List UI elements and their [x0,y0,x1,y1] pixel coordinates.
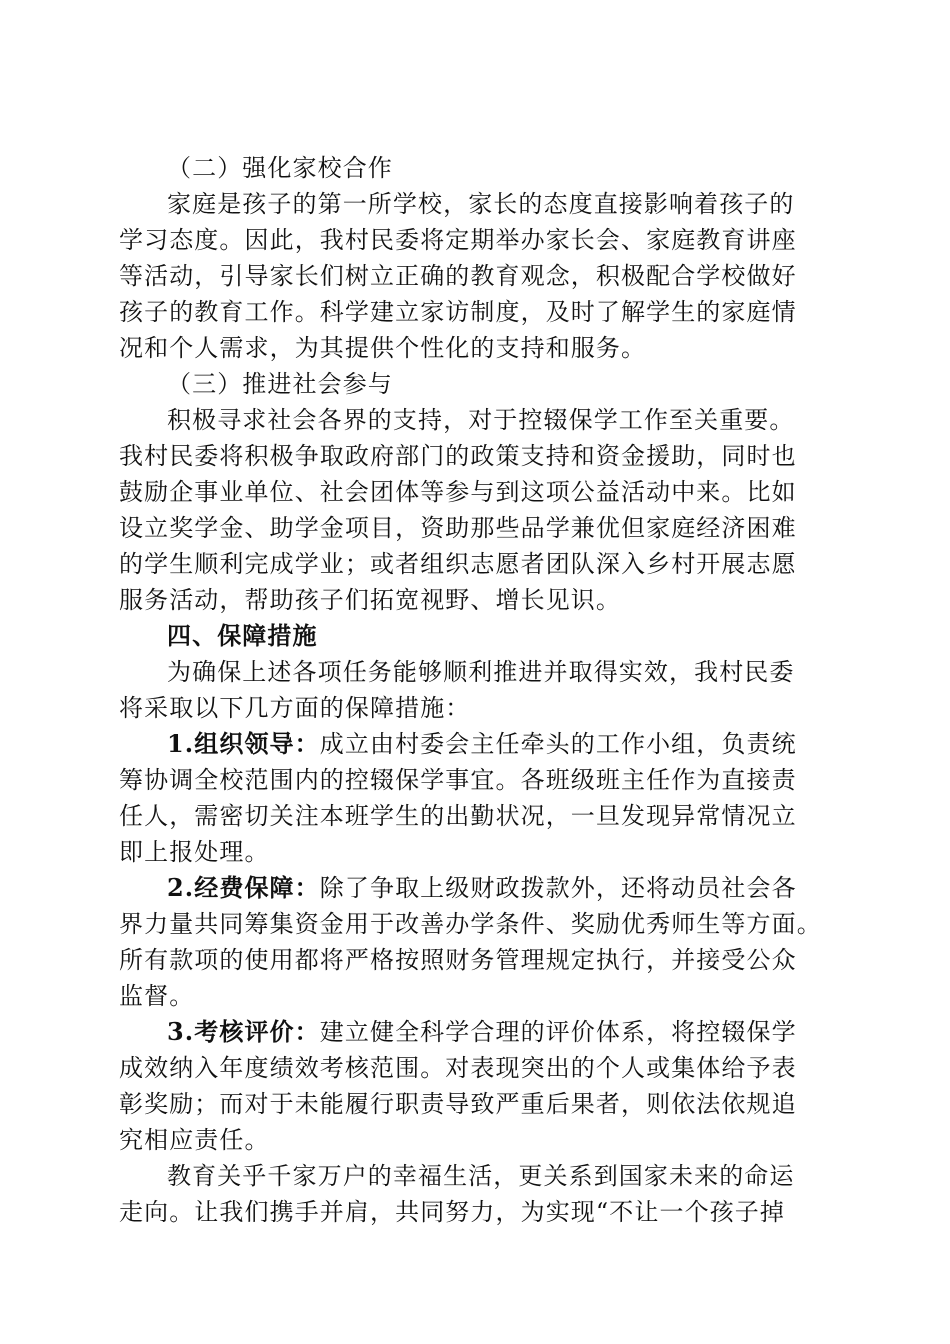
paragraph-line: 筹协调全校范围内的控辍保学事宜。各班级班主任作为直接责 [119,766,797,794]
section-heading-4: 四、保障措施 [167,621,318,650]
paragraph-line: 所有款项的使用都将严格按照财务管理规定执行，并接受公众 [119,946,797,974]
paragraph-line: 成效纳入年度绩效考核范围。对表现突出的个人或集体给予表 [119,1054,797,1082]
measure-label: 1.组织领导： [167,729,320,758]
measure-text: 成立由村委会主任牵头的工作小组，负责统 [319,730,797,758]
paragraph-line: 家庭是孩子的第一所学校，家长的态度直接影响着孩子的 [167,190,795,218]
paragraph-line: 任人，需密切关注本班学生的出勤状况，一旦发现异常情况立 [119,802,797,830]
paragraph-line: 况和个人需求，为其提供个性化的支持和服务。 [119,334,647,362]
measure-label: 2.经费保障： [167,873,320,902]
measure-label: 3.考核评价： [167,1017,320,1046]
paragraph-line: 学习态度。因此，我村民委将定期举办家长会、家庭教育讲座 [119,226,797,254]
paragraph-line: 界力量共同筹集资金用于改善办学条件、奖励优秀师生等方面。 [119,910,822,938]
paragraph-line: 将采取以下几方面的保障措施： [119,694,471,722]
paragraph-line: 孩子的教育工作。科学建立家访制度，及时了解学生的家庭情 [119,298,797,326]
measure-item-1 [119,726,829,762]
paragraph-line: 等活动，引导家长们树立正确的教育观念，积极配合学校做好 [119,262,797,290]
section-heading-2: （二）强化家校合作 [167,154,393,182]
closing-line: 教育关乎千家万户的幸福生活，更关系到国家未来的命运 [167,1162,795,1190]
paragraph-line: 监督。 [119,982,195,1010]
measure-text: 建立健全科学合理的评价体系，将控辍保学 [319,1018,797,1046]
measure-item-3 [119,1014,829,1050]
paragraph-line: 设立奖学金、助学金项目，资助那些品学兼优但家庭经济困难 [119,514,797,542]
measure-text: 除了争取上级财政拨款外，还将动员社会各 [319,874,797,902]
paragraph-line: 究相应责任。 [119,1126,270,1154]
paragraph-line: 服务活动，帮助孩子们拓宽视野、增长见识。 [119,586,621,614]
paragraph-line: 即上报处理。 [119,838,270,866]
paragraph-line: 我村民委将积极争取政府部门的政策支持和资金援助，同时也 [119,442,797,470]
paragraph-line: 鼓励企事业单位、社会团体等参与到这项公益活动中来。比如 [119,478,797,506]
closing-line: 走向。让我们携手并肩，共同努力，为实现“不让一个孩子掉 [119,1198,785,1226]
paragraph-line: 为确保上述各项任务能够顺利推进并取得实效，我村民委 [167,658,795,686]
paragraph-line: 的学生顺利完成学业；或者组织志愿者团队深入乡村开展志愿 [119,550,797,578]
section-heading-3: （三）推进社会参与 [167,370,393,398]
document-body [119,150,829,1230]
paragraph-line: 积极寻求社会各界的支持，对于控辍保学工作至关重要。 [167,406,795,434]
paragraph-line: 彰奖励；而对于未能履行职责导致严重后果者，则依法依规追 [119,1090,797,1118]
measure-item-2 [119,870,829,906]
